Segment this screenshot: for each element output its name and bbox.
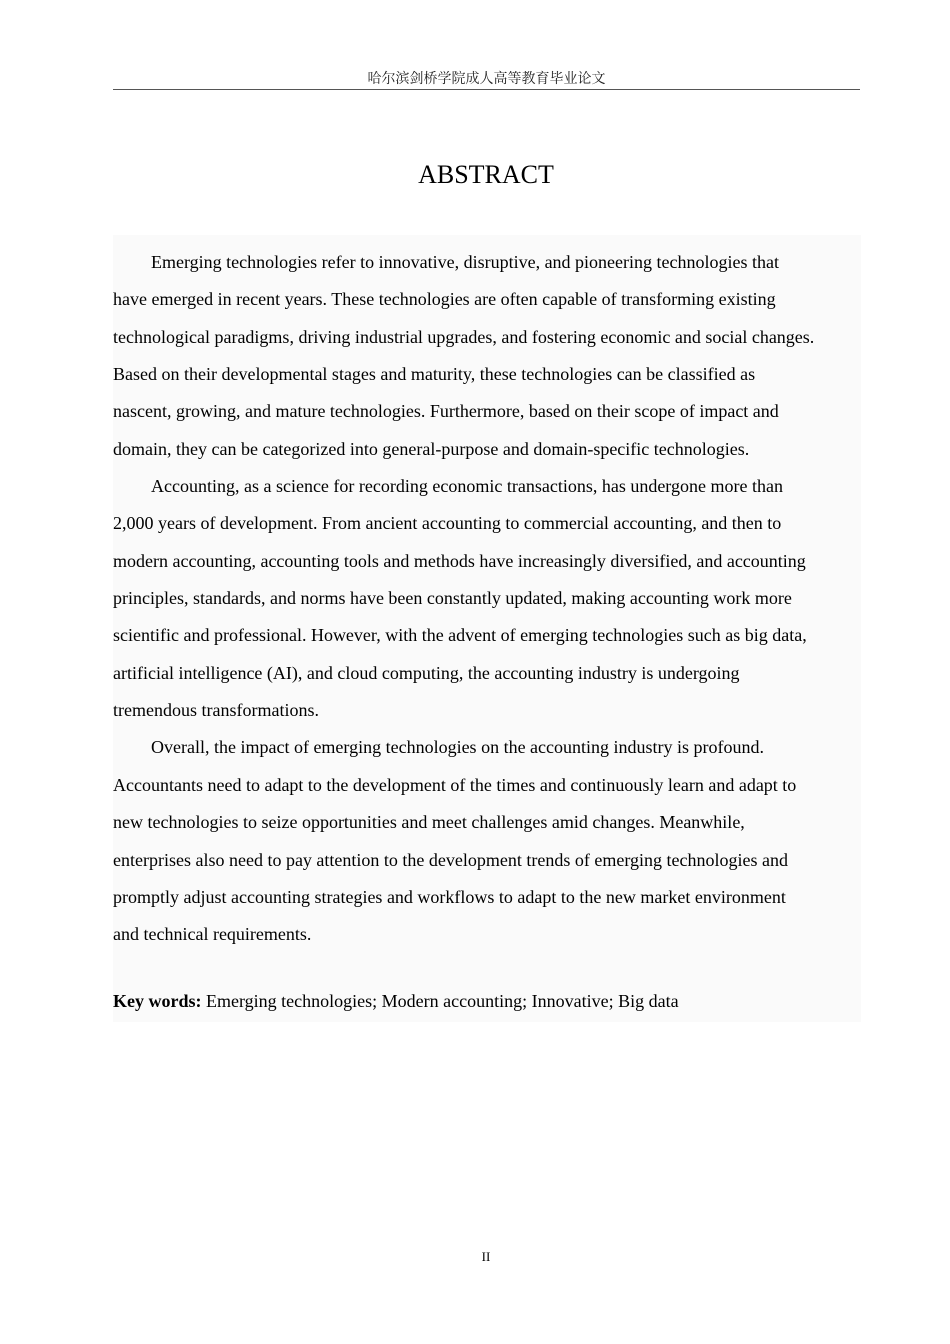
text-line: promptly adjust accounting strategies and workflows to adapt to the new market environment	[113, 886, 786, 907]
text-line: Based on their developmental stages and maturity, these technologies can be classified as	[113, 364, 756, 385]
text-line: Overall, the impact of emerging technologies on the accounting industry is profound.	[151, 737, 765, 758]
abstract-body	[113, 244, 873, 954]
text-line: nascent, growing, and mature technologies. Furthermore, based on their scope of impact and	[113, 401, 779, 422]
text-line: tremendous transformations.	[113, 700, 319, 721]
paragraph	[113, 729, 873, 953]
text-line: technological paradigms, driving industrial upgrades, and fostering economic and social changes.	[113, 326, 815, 347]
text-line: new technologies to seize opportunities and meet challenges amid changes. Meanwhile,	[113, 812, 745, 833]
text-line: and technical requirements.	[113, 924, 312, 945]
paragraph	[113, 468, 873, 729]
text-line: Accountants need to adapt to the development of the times and continuously learn and adapt to	[113, 774, 797, 795]
keywords-text: Emerging technologies; Modern accounting; Innovative; Big data	[201, 991, 679, 1011]
text-line: have emerged in recent years. These technologies are often capable of transforming existing	[113, 289, 776, 310]
text-line: Emerging technologies refer to innovative, disruptive, and pioneering technologies that	[151, 252, 779, 272]
header-rule	[113, 89, 860, 90]
text-line: enterprises also need to pay attention to the development trends of emerging technologies and	[113, 849, 788, 870]
text-line: principles, standards, and norms have been constantly updated, making accounting work more	[113, 588, 792, 609]
keywords	[113, 991, 679, 1012]
text-line: artificial intelligence (AI), and cloud computing, the accounting industry is undergoing	[113, 662, 740, 683]
text-line: modern accounting, accounting tools and methods have increasingly diversified, and accounting	[113, 550, 806, 571]
page-number: II	[481, 1249, 491, 1264]
keywords-label: Key words:	[113, 991, 202, 1011]
text-line: 2,000 years of development. From ancient accounting to commercial accounting, and then to	[113, 513, 782, 534]
running-header: 哈尔滨剑桥学院成人高等教育毕业论文	[367, 72, 606, 87]
text-line: domain, they can be categorized into general-purpose and domain-specific technologies.	[113, 438, 750, 459]
text-line: Accounting, as a science for recording economic transactions, has undergone more than	[151, 476, 783, 497]
paragraph	[113, 244, 873, 468]
page-title: ABSTRACT	[418, 160, 554, 189]
text-line: scientific and professional. However, with the advent of emerging technologies such as big data,	[113, 625, 807, 646]
